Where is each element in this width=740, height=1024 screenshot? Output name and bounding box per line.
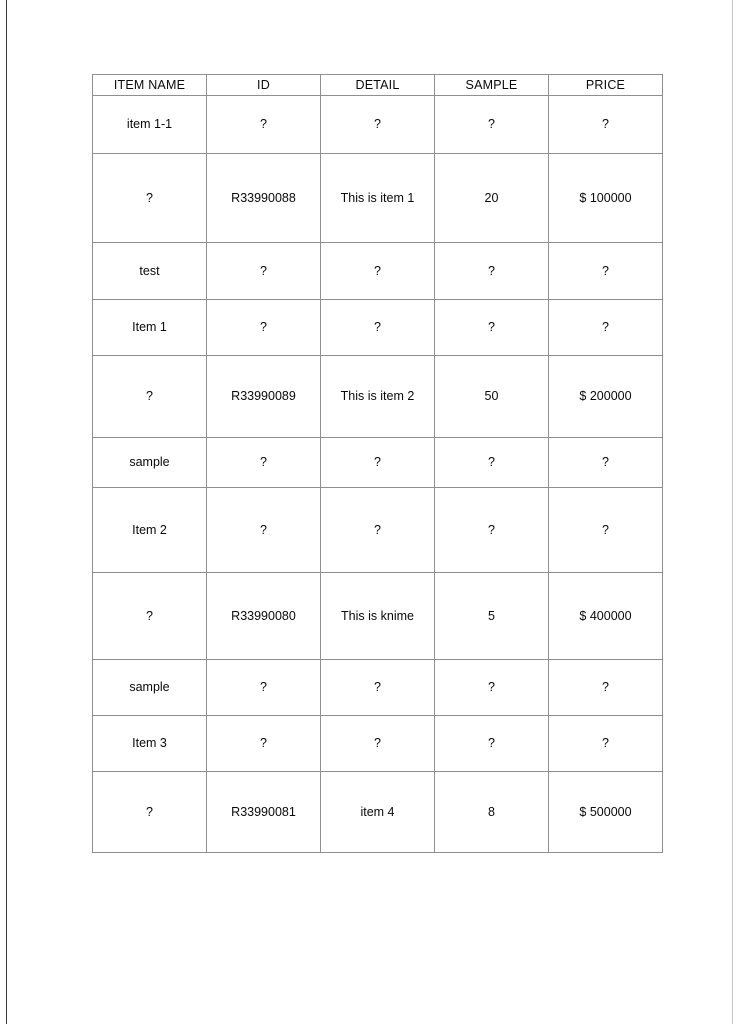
table-row xyxy=(93,438,663,488)
cell-sample xyxy=(435,300,549,356)
cell-item-name xyxy=(93,488,207,573)
cell-value: 8 xyxy=(488,804,495,819)
cell-detail xyxy=(321,154,435,243)
cell-id xyxy=(207,488,321,573)
cell-detail xyxy=(321,438,435,488)
table-row xyxy=(93,573,663,660)
column-header-label: ITEM NAME xyxy=(113,77,186,92)
cell-value: ? xyxy=(602,320,609,335)
cell-value: ? xyxy=(260,736,267,751)
cell-value: ? xyxy=(260,320,267,335)
cell-value: ? xyxy=(488,455,495,470)
cell-value: This is knime xyxy=(341,608,414,623)
cell-price xyxy=(549,243,663,300)
column-header-label: PRICE xyxy=(585,77,626,92)
cell-price xyxy=(549,573,663,660)
cell-id xyxy=(207,356,321,438)
cell-value: $ 400000 xyxy=(579,608,632,623)
cell-value: ? xyxy=(260,680,267,695)
table-row xyxy=(93,488,663,573)
cell-id xyxy=(207,96,321,154)
table-row xyxy=(93,772,663,853)
cell-value: ? xyxy=(488,680,495,695)
column-header-label: SAMPLE xyxy=(465,77,518,92)
column-header-detail xyxy=(321,75,435,96)
cell-price xyxy=(549,772,663,853)
cell-value: $ 200000 xyxy=(579,389,632,404)
table-header-row xyxy=(93,75,663,96)
cell-item-name xyxy=(93,660,207,716)
cell-value: This is item 2 xyxy=(340,389,415,404)
item-table-container xyxy=(92,74,663,853)
cell-detail xyxy=(321,243,435,300)
column-header-sample xyxy=(435,75,549,96)
cell-item-name xyxy=(93,300,207,356)
cell-id xyxy=(207,438,321,488)
cell-value: ? xyxy=(260,117,267,132)
cell-value: ? xyxy=(260,522,267,537)
cell-detail xyxy=(321,300,435,356)
table-header xyxy=(93,75,663,96)
cell-price xyxy=(549,438,663,488)
column-header-label: DETAIL xyxy=(355,77,400,92)
cell-value: item 4 xyxy=(360,804,395,819)
cell-id xyxy=(207,573,321,660)
cell-value: $ 100000 xyxy=(579,190,632,205)
cell-price xyxy=(549,716,663,772)
cell-value: 5 xyxy=(488,608,495,623)
cell-value: ? xyxy=(602,263,609,278)
cell-price xyxy=(549,356,663,438)
cell-value: ? xyxy=(374,736,381,751)
cell-value: item 1-1 xyxy=(126,117,173,132)
cell-value: sample xyxy=(129,680,170,695)
cell-sample xyxy=(435,438,549,488)
cell-sample xyxy=(435,660,549,716)
cell-value: ? xyxy=(488,522,495,537)
cell-value: ? xyxy=(374,117,381,132)
cell-item-name xyxy=(93,772,207,853)
cell-sample xyxy=(435,573,549,660)
cell-value: ? xyxy=(260,455,267,470)
cell-sample xyxy=(435,716,549,772)
cell-value: sample xyxy=(129,455,170,470)
cell-value: ? xyxy=(602,680,609,695)
cell-value: R33990080 xyxy=(231,608,296,623)
cell-value: test xyxy=(139,263,160,278)
cell-value: 20 xyxy=(484,190,499,205)
cell-value: ? xyxy=(602,455,609,470)
cell-id xyxy=(207,300,321,356)
cell-value: ? xyxy=(602,736,609,751)
cell-value: ? xyxy=(488,736,495,751)
cell-price xyxy=(549,488,663,573)
table-row xyxy=(93,300,663,356)
cell-item-name xyxy=(93,356,207,438)
column-header-id xyxy=(207,75,321,96)
cell-value: ? xyxy=(602,522,609,537)
cell-item-name xyxy=(93,438,207,488)
cell-value: R33990089 xyxy=(231,389,296,404)
cell-sample xyxy=(435,154,549,243)
cell-price xyxy=(549,96,663,154)
table-row xyxy=(93,660,663,716)
column-header-label: ID xyxy=(257,77,270,92)
cell-value: ? xyxy=(374,680,381,695)
cell-value: R33990088 xyxy=(231,190,296,205)
cell-id xyxy=(207,772,321,853)
cell-id xyxy=(207,243,321,300)
cell-detail xyxy=(321,96,435,154)
cell-price xyxy=(549,300,663,356)
table-row xyxy=(93,356,663,438)
cell-id xyxy=(207,154,321,243)
cell-value: ? xyxy=(260,263,267,278)
cell-item-name xyxy=(93,573,207,660)
item-table xyxy=(92,74,663,853)
cell-value: ? xyxy=(146,804,153,819)
cell-sample xyxy=(435,243,549,300)
cell-id xyxy=(207,716,321,772)
cell-id xyxy=(207,660,321,716)
cell-value: ? xyxy=(602,117,609,132)
cell-value: ? xyxy=(146,190,153,205)
cell-value: ? xyxy=(374,263,381,278)
cell-detail xyxy=(321,660,435,716)
cell-value: ? xyxy=(374,522,381,537)
cell-price xyxy=(549,154,663,243)
cell-detail xyxy=(321,356,435,438)
cell-item-name xyxy=(93,716,207,772)
table-row xyxy=(93,154,663,243)
cell-sample xyxy=(435,356,549,438)
cell-value: R33990081 xyxy=(231,804,296,819)
cell-price xyxy=(549,660,663,716)
cell-detail xyxy=(321,716,435,772)
cell-value: Item 3 xyxy=(132,736,167,751)
table-row xyxy=(93,96,663,154)
cell-value: ? xyxy=(488,320,495,335)
table-body xyxy=(93,96,663,853)
table-row xyxy=(93,716,663,772)
cell-value: This is item 1 xyxy=(340,190,415,205)
cell-sample xyxy=(435,772,549,853)
cell-sample xyxy=(435,96,549,154)
cell-item-name xyxy=(93,154,207,243)
cell-detail xyxy=(321,488,435,573)
cell-item-name xyxy=(93,96,207,154)
cell-value: ? xyxy=(146,608,153,623)
cell-value: ? xyxy=(488,117,495,132)
column-header-price xyxy=(549,75,663,96)
cell-value: 50 xyxy=(484,389,499,404)
cell-item-name xyxy=(93,243,207,300)
cell-value: $ 500000 xyxy=(579,804,632,819)
cell-detail xyxy=(321,573,435,660)
page-sheet xyxy=(6,0,733,1024)
cell-value: Item 2 xyxy=(132,522,167,537)
cell-value: ? xyxy=(146,389,153,404)
column-header-item-name xyxy=(93,75,207,96)
cell-value: ? xyxy=(374,455,381,470)
table-row xyxy=(93,243,663,300)
cell-value: Item 1 xyxy=(132,320,167,335)
cell-value: ? xyxy=(488,263,495,278)
cell-value: ? xyxy=(374,320,381,335)
cell-detail xyxy=(321,772,435,853)
cell-sample xyxy=(435,488,549,573)
